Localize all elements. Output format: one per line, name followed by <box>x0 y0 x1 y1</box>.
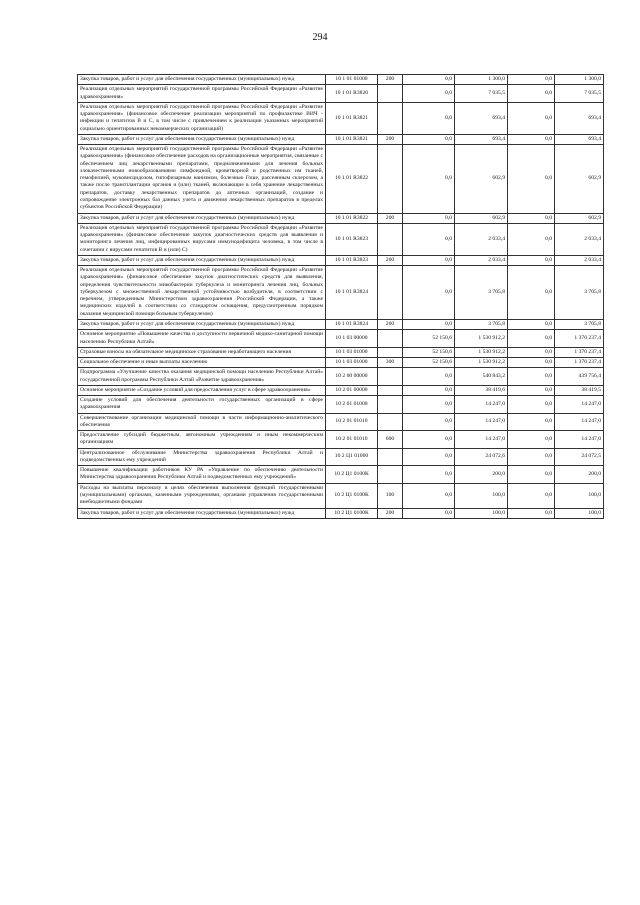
amount-col-2: 14 247,0 <box>455 431 508 449</box>
amount-col-1: 0,0 <box>403 319 455 329</box>
table-row <box>78 347 604 357</box>
amount-col-4: 1 370 237,4 <box>555 358 604 368</box>
row-description: Закупка товаров, работ и услуг для обеспечения государственных (муниципальных) нужд <box>78 319 326 329</box>
amount-col-2: 693,4 <box>455 134 508 144</box>
row-description: Закупка товаров, работ и услуг для обеспечения государственных (муниципальных) нужд <box>78 75 326 85</box>
amount-col-4: 2 033,4 <box>555 223 604 255</box>
amount-col-4: 693,4 <box>555 134 604 144</box>
amount-col-3: 0,0 <box>508 102 555 134</box>
target-article-code: 10 2 00 00000 <box>326 368 378 386</box>
amount-col-1: 0,0 <box>403 223 455 255</box>
row-description: Закупка товаров, работ и услуг для обеспечения государственных (муниципальных) нужд <box>78 255 326 265</box>
expense-type-code: 100 <box>378 483 403 508</box>
amount-col-1: 0,0 <box>403 483 455 508</box>
amount-col-2: 1 530 912,2 <box>455 347 508 357</box>
amount-col-3: 0,0 <box>508 413 555 431</box>
amount-col-4: 602,9 <box>555 213 604 223</box>
expense-type-code: 200 <box>378 508 403 518</box>
table-row <box>78 319 604 329</box>
expense-type-code <box>378 330 403 348</box>
amount-col-1: 0,0 <box>403 213 455 223</box>
amount-col-3: 0,0 <box>508 431 555 449</box>
table-row <box>78 213 604 223</box>
expense-type-code <box>378 396 403 414</box>
table-row <box>78 358 604 368</box>
row-description: Закупка товаров, работ и услуг для обеспечения государственных (муниципальных) нужд <box>78 134 326 144</box>
amount-col-2: 602,9 <box>455 213 508 223</box>
amount-col-3: 0,0 <box>508 134 555 144</box>
table-body <box>78 75 604 519</box>
amount-col-2: 100,0 <box>455 508 508 518</box>
amount-col-2: 693,4 <box>455 102 508 134</box>
table-row <box>78 102 604 134</box>
expense-type-code <box>378 85 403 103</box>
amount-col-3: 0,0 <box>508 347 555 357</box>
target-article-code: 10 1 01 R3822 <box>326 145 378 213</box>
target-article-code: 10 1 03 00000 <box>326 330 378 348</box>
amount-col-3: 0,0 <box>508 145 555 213</box>
amount-col-1: 0,0 <box>403 466 455 484</box>
amount-col-3: 0,0 <box>508 319 555 329</box>
amount-col-4: 1 370 237,4 <box>555 347 604 357</box>
amount-col-1: 0,0 <box>403 85 455 103</box>
amount-col-3: 0,0 <box>508 483 555 508</box>
amount-col-1: 0,0 <box>403 448 455 466</box>
row-description: Закупка товаров, работ и услуг для обеспечения государственных (муниципальных) нужд <box>78 508 326 518</box>
expense-type-code <box>378 385 403 395</box>
amount-col-2: 100,0 <box>455 483 508 508</box>
amount-col-2: 540 843,2 <box>455 368 508 386</box>
amount-col-3: 0,0 <box>508 330 555 348</box>
row-description: Реализация отдельных мероприятий государственной программы Российской Федерации «Развитие здравоохранения» <box>78 85 326 103</box>
expense-type-code: 200 <box>378 213 403 223</box>
amount-col-3: 0,0 <box>508 466 555 484</box>
table-row <box>78 396 604 414</box>
amount-col-3: 0,0 <box>508 368 555 386</box>
amount-col-2: 3 705,8 <box>455 266 508 320</box>
row-description: Реализация отдельных мероприятий государственной программы Российской Федерации «Развитие здравоохранения» (финансовое обеспечение закупок диагностических средств для выявления и мониторинга лечения лиц, инфицированных вирусами иммунодефицита человека, в том числе в сочетании с вирусами гепатитов В и (или) С) <box>78 223 326 255</box>
amount-col-3: 0,0 <box>508 85 555 103</box>
expense-type-code: 200 <box>378 75 403 85</box>
row-description: Создание условий для обеспечения деятельности государственных организаций в сфере здравоохранения <box>78 396 326 414</box>
target-article-code: 10 2 Ц1 01000 <box>326 448 378 466</box>
expense-type-code: 600 <box>378 431 403 449</box>
target-article-code: 10 1 01 R3821 <box>326 134 378 144</box>
amount-col-2: 24 072,6 <box>455 448 508 466</box>
amount-col-1: 0,0 <box>403 75 455 85</box>
amount-col-4: 38 419,5 <box>555 385 604 395</box>
expense-type-code: 200 <box>378 319 403 329</box>
page-number: 294 <box>312 32 328 43</box>
expense-type-code <box>378 347 403 357</box>
table-row <box>78 448 604 466</box>
row-description: Закупка товаров, работ и услуг для обеспечения государственных (муниципальных) нужд <box>78 213 326 223</box>
row-description: Подпрограмма «Улучшение качества оказания медицинской помощи населению Республики Алтай» государственной программы Республики Алтай «Развитие здравоохранения» <box>78 368 326 386</box>
row-description: Совершенствование организации медицинской помощи в части информационно-аналитического обеспечения <box>78 413 326 431</box>
row-description: Социальное обеспечение и иные выплаты населению <box>78 358 326 368</box>
amount-col-1: 52 150,6 <box>403 330 455 348</box>
expense-type-code <box>378 466 403 484</box>
amount-col-4: 14 247,0 <box>555 413 604 431</box>
budget-table <box>77 74 604 519</box>
table-row <box>78 368 604 386</box>
amount-col-3: 0,0 <box>508 213 555 223</box>
amount-col-3: 0,0 <box>508 266 555 320</box>
amount-col-2: 1 300,0 <box>455 75 508 85</box>
amount-col-4: 2 033,4 <box>555 255 604 265</box>
amount-col-4: 439 756,4 <box>555 368 604 386</box>
amount-col-3: 0,0 <box>508 396 555 414</box>
amount-col-4: 14 247,0 <box>555 396 604 414</box>
row-description: Повышение квалификации работников КУ РА «Управление по обеспечению деятельности Министерства здравоохранения Республики Алтай и подведомственных ему учреждений» <box>78 466 326 484</box>
target-article-code: 10 1 01 R3823 <box>326 223 378 255</box>
amount-col-1: 0,0 <box>403 145 455 213</box>
target-article-code: 10 1 01 R3822 <box>326 213 378 223</box>
amount-col-1: 0,0 <box>403 385 455 395</box>
target-article-code: 10 1 01 R3823 <box>326 255 378 265</box>
amount-col-4: 1 300,0 <box>555 75 604 85</box>
amount-col-1: 0,0 <box>403 102 455 134</box>
amount-col-1: 0,0 <box>403 396 455 414</box>
table-row <box>78 413 604 431</box>
target-article-code: 10 1 03 01000 <box>326 347 378 357</box>
amount-col-3: 0,0 <box>508 358 555 368</box>
target-article-code: 10 2 Ц1 0100К <box>326 508 378 518</box>
amount-col-2: 602,9 <box>455 145 508 213</box>
amount-col-3: 0,0 <box>508 223 555 255</box>
table-row <box>78 266 604 320</box>
amount-col-2: 2 033,4 <box>455 223 508 255</box>
amount-col-4: 24 072,5 <box>555 448 604 466</box>
target-article-code: 10 2 Ц1 0100К <box>326 466 378 484</box>
table-row <box>78 145 604 213</box>
amount-col-4: 7 035,5 <box>555 85 604 103</box>
target-article-code: 10 1 01 R3824 <box>326 266 378 320</box>
row-description: Основное мероприятие «Создание условий для предоставления услуг в сфере здравоохранения» <box>78 385 326 395</box>
table-row <box>78 385 604 395</box>
amount-col-4: 14 247,0 <box>555 431 604 449</box>
amount-col-4: 3 705,8 <box>555 266 604 320</box>
target-article-code: 10 1 01 R3824 <box>326 319 378 329</box>
amount-col-4: 200,0 <box>555 466 604 484</box>
amount-col-1: 52 150,6 <box>403 347 455 357</box>
table-row <box>78 223 604 255</box>
amount-col-4: 100,0 <box>555 508 604 518</box>
row-description: Реализация отдельных мероприятий государственной программы Российской Федерации «Развитие здравоохранения» (финансовое обеспечение расходов на организационные мероприятия, связанные с обеспечением лиц лекарственными препаратами, предназначенными для лечения больных злокачественными новообразованиями лимфоидной, кроветворной и родственных им тканей, гемофилией, муковисцидозом, гипофизарным нанизмом, болезнью Гоше, рассеянным склерозом, а также после трансплантации органов и (или) тканей, включающие в себя хранение лекарственных препаратов, доставку лекарственных препаратов до аптечных организаций, создание и сопровождение электронных баз данных учета и движения лекарственных препаратов в пределах субъектов Российской Федерации) <box>78 145 326 213</box>
amount-col-4: 100,0 <box>555 483 604 508</box>
row-description: Реализация отдельных мероприятий государственной программы Российской Федерации «Развитие здравоохранения» (финансовое обеспечение реализации мероприятий по профилактике ВИЧ - инфекции и гепатитов В и С, в том числе с привлечением к реализации указанных мероприятий социально ориентированных некоммерческих организаций) <box>78 102 326 134</box>
expense-type-code <box>378 102 403 134</box>
expense-type-code <box>378 223 403 255</box>
row-description: Предоставление субсидий бюджетным, автономным учреждениям и иным некоммерческим организациям <box>78 431 326 449</box>
amount-col-3: 0,0 <box>508 448 555 466</box>
amount-col-4: 3 705,8 <box>555 319 604 329</box>
row-description: Централизованное обслуживание Министерства здравоохранения Республики Алтай и подведомственных ему учреждений <box>78 448 326 466</box>
amount-col-2: 1 530 912,2 <box>455 330 508 348</box>
amount-col-1: 0,0 <box>403 413 455 431</box>
table-row <box>78 75 604 85</box>
target-article-code: 10 1 01 01000 <box>326 75 378 85</box>
table-row <box>78 483 604 508</box>
target-article-code: 10 1 03 01000 <box>326 358 378 368</box>
amount-col-4: 602,9 <box>555 145 604 213</box>
amount-col-4: 1 370 237,4 <box>555 330 604 348</box>
amount-col-2: 2 033,4 <box>455 255 508 265</box>
amount-col-2: 3 705,8 <box>455 319 508 329</box>
amount-col-2: 7 035,5 <box>455 85 508 103</box>
expense-type-code <box>378 448 403 466</box>
amount-col-2: 1 530 912,2 <box>455 358 508 368</box>
expense-type-code <box>378 413 403 431</box>
table-row <box>78 431 604 449</box>
amount-col-3: 0,0 <box>508 255 555 265</box>
amount-col-2: 14 247,0 <box>455 396 508 414</box>
expense-type-code <box>378 145 403 213</box>
amount-col-1: 0,0 <box>403 266 455 320</box>
target-article-code: 10 2 Ц1 0100К <box>326 483 378 508</box>
expense-type-code: 300 <box>378 358 403 368</box>
amount-col-1: 0,0 <box>403 368 455 386</box>
amount-col-1: 0,0 <box>403 431 455 449</box>
amount-col-1: 52 150,6 <box>403 358 455 368</box>
target-article-code: 10 2 01 01000 <box>326 396 378 414</box>
amount-col-3: 0,0 <box>508 385 555 395</box>
target-article-code: 10 1 01 R3820 <box>326 85 378 103</box>
table-row <box>78 508 604 518</box>
row-description: Основное мероприятие «Повышение качества и доступности первичной медико-санитарной помощи населению Республики Алтай» <box>78 330 326 348</box>
amount-col-1: 0,0 <box>403 508 455 518</box>
amount-col-3: 0,0 <box>508 508 555 518</box>
amount-col-2: 14 247,0 <box>455 413 508 431</box>
target-article-code: 10 2 01 01010 <box>326 413 378 431</box>
amount-col-2: 38 419,6 <box>455 385 508 395</box>
amount-col-3: 0,0 <box>508 75 555 85</box>
amount-col-1: 0,0 <box>403 255 455 265</box>
expense-type-code <box>378 266 403 320</box>
table-row <box>78 466 604 484</box>
row-description: Страховые взносы на обязательное медицинское страхование неработающего населения <box>78 347 326 357</box>
expense-type-code: 200 <box>378 255 403 265</box>
table-row <box>78 85 604 103</box>
target-article-code: 10 2 01 00000 <box>326 385 378 395</box>
row-description: Расходы на выплаты персоналу в целях обеспечения выполнения функций государственными (муниципальными) органами, казенными учреждениями, органами управления государственными внебюджетными фондами <box>78 483 326 508</box>
amount-col-4: 693,4 <box>555 102 604 134</box>
table-row <box>78 330 604 348</box>
table-row <box>78 134 604 144</box>
target-article-code: 10 2 01 01010 <box>326 431 378 449</box>
target-article-code: 10 1 01 R3821 <box>326 102 378 134</box>
row-description: Реализация отдельных мероприятий государственной программы Российской Федерации «Развитие здравоохранения» (финансовое обеспечение закупок диагностических средств для выявления, определения чувствительности микобактерии туберкулеза и мониторинга лечения лиц, больных туберкулезом с множественной лекарственной устойчивостью возбудителя, в соответствии с перечнем, утвержденным Министерством здравоохранения Российской Федерации, а также медицинских изделий в соответствии со стандартом оснащения, предусмотренным порядком оказания медицинской помощи больным туберкулезом) <box>78 266 326 320</box>
amount-col-2: 200,0 <box>455 466 508 484</box>
amount-col-1: 0,0 <box>403 134 455 144</box>
expense-type-code <box>378 368 403 386</box>
expense-type-code: 200 <box>378 134 403 144</box>
table-row <box>78 255 604 265</box>
